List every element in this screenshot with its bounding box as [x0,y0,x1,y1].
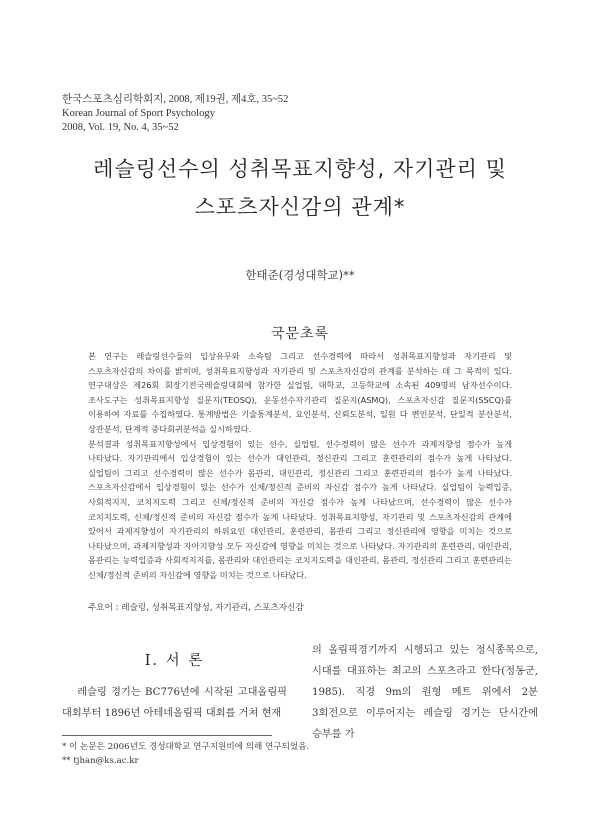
journal-title-english: Korean Journal of Sport Psychology [62,108,215,119]
body-column-left [62,682,287,724]
paper-title-line-1: 레슬링선수의 성취목표지향성, 자기관리 및 [93,157,507,181]
keywords: 주요어 : 레슬링, 성취목표지향성, 자기관리, 스포츠자신감 [88,603,304,613]
journal-title-korean: 한국스포츠심리학회지, 2008, 제19권, 제4호, 35~52 [62,94,289,105]
abstract-heading: 국문초록 [270,326,330,342]
paper-title-line-2: 스포츠자신감의 관계* [194,195,406,219]
footnote-divider [62,735,272,736]
section-heading-introduction: Ⅰ. 서 론 [144,653,205,669]
body-paragraph-right: 의 올림픽경기까지 시행되고 있는 정식종목으로, 시대를 대표하는 최고의 스포츠라고 한다(정동군, 1985). 직경 9m의 원형 메트 위에서 2분 3회전으로 이루어지는 레슬링 경기는 단시간에 승부를 가 [312,645,538,740]
journal-volume: 2008, Vol. 19, No. 4, 35~52 [62,122,179,133]
footnotes [62,741,309,768]
abstract-paragraph-2: 분석결과 성취목표지향성에서 입상경험이 있는 선수, 실업팀, 선수경력이 많은 선수가 과제지향성 점수가 높게 나타났다. 자기관리에서 입상경험이 있는 선수가 대인관리, 정신관리 그리고 훈련관리의 점수가 높게 나타났다. 실업팀이 그리고 선수경력이 많은 선수가 몸관리, 대인관리, 정신관리 그리고 훈련관리의 점수가 높게 나타났다. 스포츠자신감에서 입상경험이 있는 선수가 신체/정신적 준비의 자신감 점수가 높게 나타났다. 실업팀이 능력입증, 사회적지지, 코치지도력 그리고 신체/정신적 준비의 자신감 점수가 높게 나타났으며, 선수경력이 많은 선수가 코치지도력, 신체/정신적 준비의 자신감 점수가 높게 나타났다. 성취목표지향성, 자기관리 및 스포츠자신감의 관계에 있어서 과제지향성이 자기관리의 하위요인 대인관리, 훈련관리, 몸관리 그리고 정신관리에 영향을 미치는 것으로 나타났으며, 과제지향성과 자아지향성 모두 자신감에 영향을 미치는 것으로 나타났다. 자기관리의 훈련관리, 대인관리, 몸관리는 능력입증과 사회적지지를, 몸관리와 대인관리는 코치지도력을 대인관리, 몸관리, 정신관리 그리고 훈련관리는 신체/정신적 준비의 자신감에 영향을 미치는 것으로 나타났다. [88,438,512,580]
body-column-right [312,640,538,745]
footnote-email: ** tjhan@ks.ac.kr [62,755,139,766]
journal-header [62,93,288,135]
abstract-body [88,349,512,583]
body-paragraph-left: 레슬링 경기는 BC776년에 시작된 고대올림픽 대회부터 1896년 아테네올림픽 대회를 거쳐 현재 [62,687,287,719]
author-affiliation: 한태준(경성대학교)** [245,268,355,282]
footnote-funding: * 이 논문은 2006년도 경성대학교 연구지원비에 의해 연구되었음. [62,742,310,752]
abstract-paragraph-1: 본 연구는 레슬링선수들의 입상유무와 소속팀 그리고 선수경력에 따라서 성취목표지향성과 자기관리 및 스포츠자신감의 차이를 밝히며, 성취목표지향성과 자기관리 및 스포츠자신감의 관계를 분석하는 데 그 목적이 있다. 연구대상은 제26회 회장기전국레슬링대회에 참가한 실업팀, 대학교, 고등학교에 소속된 409명의 남자선수이다. 조사도구는 성취목표지향성 질문지(TEOSQ), 운동선수자기관리 질문지(ASMQ), 스포츠자신감 질문지(SSCQ)를 이용하여 자료를 수집하였다. 통계방법은 기술통계분석, 요인분석, 신뢰도분석, 일원 다 변인분석, 단일적 분산분석, 상관분석, 단계적 중다회귀분석을 실시하였다. [88,351,512,434]
paper-title [40,150,560,226]
